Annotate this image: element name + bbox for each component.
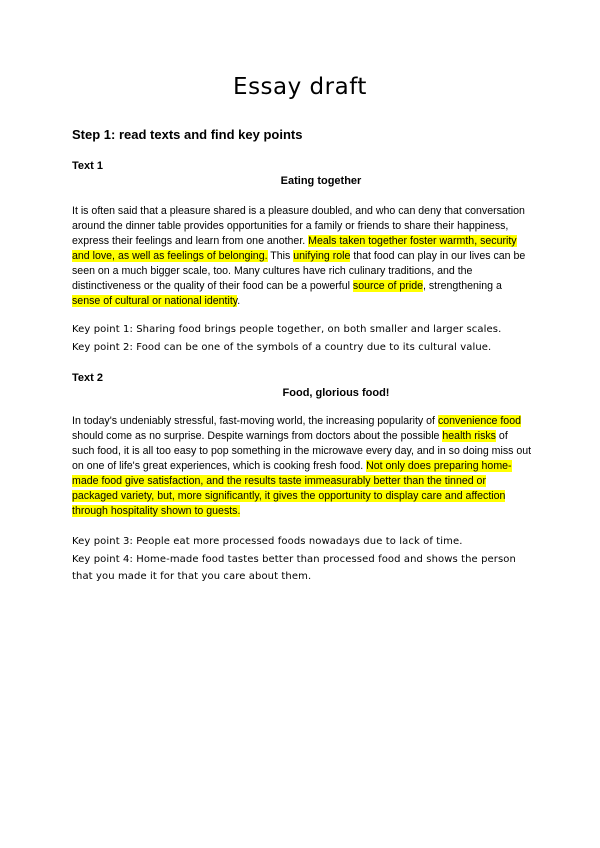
paragraph-text: that food can play in our lives can be seen on a much bigger scale, too. Many cultures have rich culinary traditions, and the distinctiveness or the quality of their food can be a powerful [72,250,526,292]
paragraph-text: This [267,250,294,262]
highlighted-phrase: Not only does preparing home-made food give satisfaction, and the results taste immeasurably better than the tinned or packaged variety, but, more significantly, it gives the opportunity to display care and affection through hospitality shown to guests. [72,460,512,517]
text1-paragraph [72,204,532,309]
key-point-3: Key point 3: People eat more processed foods nowadays due to lack of time. [72,536,463,547]
paragraph-text: In today's undeniably stressful, fast-moving world, the increasing popularity of [72,415,438,427]
page-title: Essay draft [233,74,367,100]
paragraph-text: It is often said that a pleasure shared is a pleasure doubled, and who can deny that conversation around the dinner table provides opportunities for a family or friends to share their happiness, express their feelings and learn from one another. [72,205,525,247]
text1-label: Text 1 [72,160,103,172]
text1-heading: Eating together [280,175,362,187]
highlighted-phrase: health risks [442,430,496,442]
highlighted-phrase: convenience food [437,415,521,427]
text2-paragraph [72,414,532,519]
highlighted-phrase: unifying role [293,250,351,262]
step-heading: Step 1: read texts and find key points [72,127,303,142]
paragraph-text: , strengthening a [422,280,502,292]
highlighted-phrase: sense of cultural or national identity [72,295,238,307]
key-point-2: Key point 2: Food can be one of the symbols of a country due to its cultural value. [72,342,492,353]
text2-heading: Food, glorious food! [282,387,390,399]
highlighted-phrase: source of pride [352,280,423,292]
key-point-4: Key point 4: Home-made food tastes better than processed food and shows the person that you made it for that you care about them. [72,554,516,582]
paragraph-text: of such food, it is all too easy to pop something in the microwave every day, and in so doing miss out on one of life's great experiences, which is cooking fresh food. [72,430,532,472]
key-point-1: Key point 1: Sharing food brings people together, on both smaller and larger scales. [72,324,502,335]
text2-label: Text 2 [72,372,103,384]
paragraph-text: . [237,295,241,307]
highlighted-phrase: Meals taken together foster warmth, security and love, as well as feelings of belonging. [72,235,517,262]
paragraph-text: should come as no surprise. Despite warnings from doctors about the possible [72,430,443,442]
